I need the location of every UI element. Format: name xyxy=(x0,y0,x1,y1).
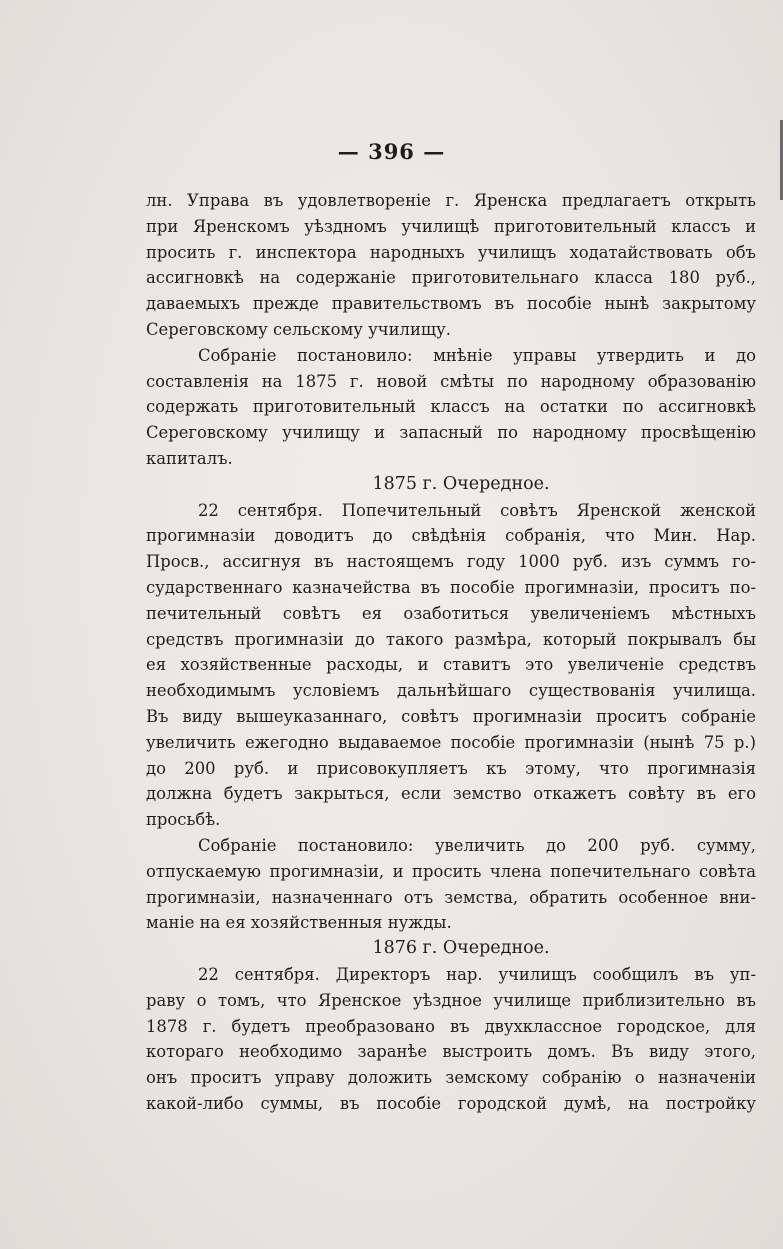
text-line: Собраніе постановило: мнѣніе управы утвердить и до xyxy=(198,345,756,365)
text-line: просьбѣ. xyxy=(146,810,221,830)
text-line: при Яренскомъ уѣздномъ училищѣ приготовительный классъ и xyxy=(146,216,756,236)
text-line: 1878 г. будетъ преобразовано въ двухклассное городское, для xyxy=(146,1016,756,1036)
text-line: капиталъ. xyxy=(146,448,233,468)
text-line: до 200 руб. и присовокупляетъ къ этому, что прогимназія xyxy=(146,758,756,778)
text-line: содержать приготовительный классъ на остатки по ассигновкѣ xyxy=(146,397,756,417)
body-text xyxy=(146,188,756,1117)
text-line: составленія на 1875 г. новой смѣты по народному образованію xyxy=(146,371,756,391)
text-line: прогимназіи, назначеннаго отъ земства, обратить особенное вни- xyxy=(146,887,756,907)
text-line: Въ виду вышеуказаннаго, совѣтъ прогимназіи проситъ собраніе xyxy=(146,706,756,726)
text-line: ассигновкѣ на содержаніе приготовительнаго класса 180 руб., xyxy=(146,268,756,288)
text-line: Собраніе постановило: увеличить до 200 руб. сумму, xyxy=(198,835,756,855)
text-line: Сереговскому училищу и запасный по народному просвѣщенію xyxy=(146,423,756,443)
text-line: 22 сентября. Попечительный совѣтъ Яренской женской xyxy=(198,500,756,520)
text-line: 22 сентября. Директоръ нар. училищъ сообщилъ въ уп- xyxy=(198,964,756,984)
page-number: — 396 — xyxy=(337,139,446,164)
section-heading: 1876 г. Очередное. xyxy=(372,938,550,959)
text-line: Просв., ассигнуя въ настоящемъ году 1000 руб. изъ суммъ го- xyxy=(146,552,756,572)
text-line: печительный совѣтъ ея озаботиться увеличеніемъ мѣстныхъ xyxy=(146,603,756,623)
text-line: Сереговскому сельскому училищу. xyxy=(146,319,451,339)
text-line: маніе на ея хозяйственныя нужды. xyxy=(146,913,452,933)
section-heading: 1875 г. Очередное. xyxy=(372,473,550,494)
text-line: просить г. инспектора народныхъ училищъ ходатайствовать объ xyxy=(146,242,756,262)
text-line: прогимназіи доводитъ до свѣдѣнія собранія, что Мин. Нар. xyxy=(146,526,756,546)
text-line: онъ проситъ управу доложить земскому собранію о назначеніи xyxy=(146,1068,756,1088)
text-line: необходимымъ условіемъ дальнѣйшаго существованія училища. xyxy=(146,681,756,701)
text-line: отпускаемую прогимназіи, и просить члена попечительнаго совѣта xyxy=(146,861,756,881)
text-line: котораго необходимо заранѣе выстроить домъ. Въ виду этого, xyxy=(146,1042,756,1062)
text-line: ея хозяйственные расходы, и ставитъ это увеличеніе средствъ xyxy=(146,655,756,675)
text-line: какой-либо суммы, въ пособіе городской думѣ, на постройку xyxy=(146,1093,756,1113)
text-line: раву о томъ, что Яренское уѣздное училище приблизительно въ xyxy=(146,990,756,1010)
text-line: увеличить ежегодно выдаваемое пособіе прогимназіи (нынѣ 75 р.) xyxy=(146,732,756,752)
text-line: даваемыхъ прежде правительствомъ въ пособіе нынѣ закрытому xyxy=(146,294,756,314)
text-line: средствъ прогимназіи до такого размѣра, который покрывалъ бы xyxy=(146,629,756,649)
text-line: лн. Управа въ удовлетвореніе г. Яренска предлагаетъ открыть xyxy=(146,191,756,210)
text-line: должна будетъ закрыться, если земство откажетъ совѣту въ его xyxy=(146,784,756,804)
text-line: сударственнаго казначейства въ пособіе прогимназіи, проситъ по- xyxy=(146,577,756,597)
